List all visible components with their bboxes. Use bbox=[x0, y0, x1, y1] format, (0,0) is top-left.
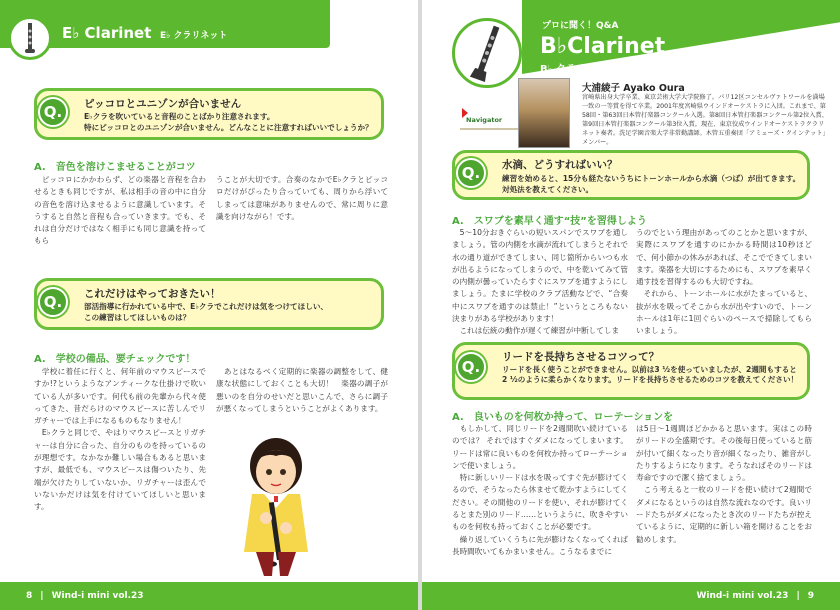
magazine-name: Wind-i mini vol.23 bbox=[51, 591, 144, 601]
answer-column-2: あとはなるべく定期的に楽器の調整をして、健康な状態にしておくことも大切！ 楽器の調子が悪いのを自分のせいだと思いこんで、さらに調子が悪くなってしまうということがよくあります。 bbox=[216, 367, 388, 413]
question-title: リードを長持ちさせるコツって？ bbox=[502, 351, 660, 363]
profile-name: 大浦綾子 Ayako Oura bbox=[582, 83, 685, 94]
question-text-1: 部活指導に行かれている中で、E♭クラでこれだけは気をつけてほしい、 bbox=[84, 302, 329, 311]
question-text-2: この練習はしてほしいものは？ bbox=[84, 313, 191, 322]
question-title: これだけはやっておきたい！ bbox=[84, 288, 221, 300]
left-header-title: E♭ Clarinet bbox=[62, 24, 152, 42]
question-badge: Q. bbox=[456, 352, 486, 382]
answer-column-1: 学校に着任に行くと、何年前のマウスピースですか!?というようなアンティークな仕掛けで吹いている人が多いです。何代も前の先輩から代々使ってきた、昔だらけのマウスピースに苦しんでリガチャーでは上手になるものもなりません！ E♭クラと同じで、やはりマウスピースとリガチャーは自分に合った、自分のものを持っているのが理想です。なかなか難しい場合もあると思いますが、最低でも、マウスピースは傷ついたり、先端が欠けたりしていないか、リガチャーは歪んでいないかだけは気を付けていてほしいと思います。 bbox=[34, 367, 206, 512]
right-header-kicker: プロに聞く！Q&A bbox=[542, 21, 619, 31]
answer-heading: A. スワブを素早く通す“技”を習得しよう bbox=[452, 216, 647, 227]
question-text-1: 練習を始めると、15分も経たないうちにトーンホールから水滴（つば）が出てきます。 bbox=[502, 174, 801, 183]
left-header-subtitle: E♭ クラリネット bbox=[160, 31, 228, 41]
question-title: 水滴、どうすればいい？ bbox=[502, 159, 618, 171]
right-header-title: B♭Clarinet bbox=[540, 34, 666, 59]
page-number: 9 bbox=[807, 591, 814, 601]
question-badge: Q. bbox=[456, 158, 486, 188]
answer-heading: A. 学校の備品、要チェックです！ bbox=[34, 354, 196, 365]
right-header-subtitle: B♭ クラリネット bbox=[540, 64, 616, 75]
answer-column-2: は5日～1週間ほどかかると思います。実はこの時がリードの全盛期です。その後毎日使っていると筋が付いて細くなったり音が細くなったり、雑音がしたりするようになります。そうなればそのリードは寿命ですので潔く捨てましょう。 こう考えると一枚のリードを使い続けて2週間でダメになるというのは自然な流れなのです。良いリードたちがダメになったとき次のリードたちが控えているように、定期的に新しい箱を開けることをお勧めします。 bbox=[636, 424, 812, 544]
answer-heading: A. 良いものを何枚か持って、ローテーションを bbox=[452, 412, 674, 423]
answer-column-1: ピッコロにかかわらず、どの楽器と音程を合わせるときも同じですが、私は相手の音の中に自分の音色を溶け込ませるように意識しています。そうすると自然と音程も合っていきます。でも、それは自分だけではなく相手にも同じ意識を持ってもら bbox=[34, 175, 206, 246]
answer-column-1: もしかして、同じリードを2週間吹い続けているのでは？ それではすぐダメになってしまいます。リードは常に良いものを何枚か持ってローテーションで使いましょう。 特に新しいリードは水を吸ってすぐ先が膨けてくるので、そうなったら休ませて乾かすようにしてください。その間他のリードを使い、それが膨けてくるとまた別のリード……というように、吹きやすいものを何枚も持っておくことが必要です。 繰り返していくうちに先が膨けなくなってくれば長時間吹いてもかまいません。こうなるまでに bbox=[452, 424, 628, 556]
answer-column-2: うことが大切です。合奏のなかでE♭クラとピッコロだけがぴったり合っていても、周りから浮いてしまっては意味がありませんので、常に周りに意識を向けながら！です。 bbox=[216, 175, 388, 221]
girl-with-clarinet-illustration bbox=[226, 432, 326, 582]
answer-column-2: うのでという理由があってのことかと思いますが、実際にスワブを通すのにかかる時間は10秒ほどで、何小節かの休みがあれば、そこでできてしまいます。楽器を大切にするためにも、スワブを素早く通す技を習得するのも大切ですね。 それから、トーンホールに水がたまっていると、抜が水を吸ってそこから水が出やすいので、トーンホールは1年に1回ぐらいのペースで掃除してもらいましょう。 bbox=[636, 228, 812, 336]
left-header bbox=[0, 0, 418, 62]
left-footer bbox=[0, 582, 418, 610]
question-text-1: リードを長く使うことができません。以前は3 ½を使っていましたが、2週間もすると2 ½のように柔らかくなります。リードを長持ちさせるためのコツを教えてください！ bbox=[502, 365, 799, 385]
right-footer bbox=[422, 582, 840, 610]
divider bbox=[460, 128, 518, 130]
answer-column-1: 5～10分おきぐらいの短いスパンでスワブを通しましょう。管の内側を水滴が流れてしまうとそれで水の通り道ができてしまい、同じ箇所からいつも水が出るようになってしまうので、中を乾いてみて管の内側が曇っていたらすぐにスワブを通すようにしましょう。たまに学校のクラブ活動などで、“合奏中にスワブを通すのは禁止！”というところもない決まりがある学校があります！ これは伝統の動作が遅くて練習が中断してしま bbox=[452, 228, 628, 336]
navigator-label: Navigator bbox=[466, 116, 503, 124]
page-number: 8 bbox=[26, 591, 33, 601]
profile-text: 宮崎県出身大学卒業、東京芸術大学大学院修了。パリ12区コンセルヴァトワールを満場一致の一等賞を得て卒業。2001年度宮崎県ウインドオーケストラに入団。これまで、第58回・第63回日本管打楽器コンクール入選。第8回日本管打楽器コンクール第2位入賞、第9回日本管打楽器コンクール第3位入賞。現在、東京佼成ウインドオーケストラクラリネット奏者。洗足学園音楽大学非常勤講師。木管五重奏団「アミューズ・クインテット」メンバー。 bbox=[582, 94, 828, 146]
answer-heading: A. 音色を溶けこませることがコツ bbox=[34, 162, 196, 173]
question-text-2: 特にピッコロとのユニゾンが合いません。どんなことに注意すればいいでしょうか？ bbox=[84, 123, 373, 132]
left-page bbox=[0, 0, 418, 610]
question-text-1: E♭クラを吹いていると音程のことばかり注意されます。 bbox=[84, 112, 275, 121]
question-badge: Q. bbox=[38, 97, 68, 127]
magazine-name: Wind-i mini vol.23 bbox=[696, 591, 789, 601]
question-title: ピッコロとユニゾンが合いません bbox=[84, 98, 242, 110]
footer-separator: | bbox=[40, 591, 44, 601]
clarinet-icon bbox=[8, 16, 52, 60]
question-text-2: 対処法を教えてください。 bbox=[502, 185, 594, 194]
right-page bbox=[422, 0, 840, 610]
question-badge: Q. bbox=[38, 287, 68, 317]
clarinet-icon bbox=[452, 18, 522, 88]
navigator-photo bbox=[518, 78, 570, 148]
footer-separator: | bbox=[796, 591, 800, 601]
